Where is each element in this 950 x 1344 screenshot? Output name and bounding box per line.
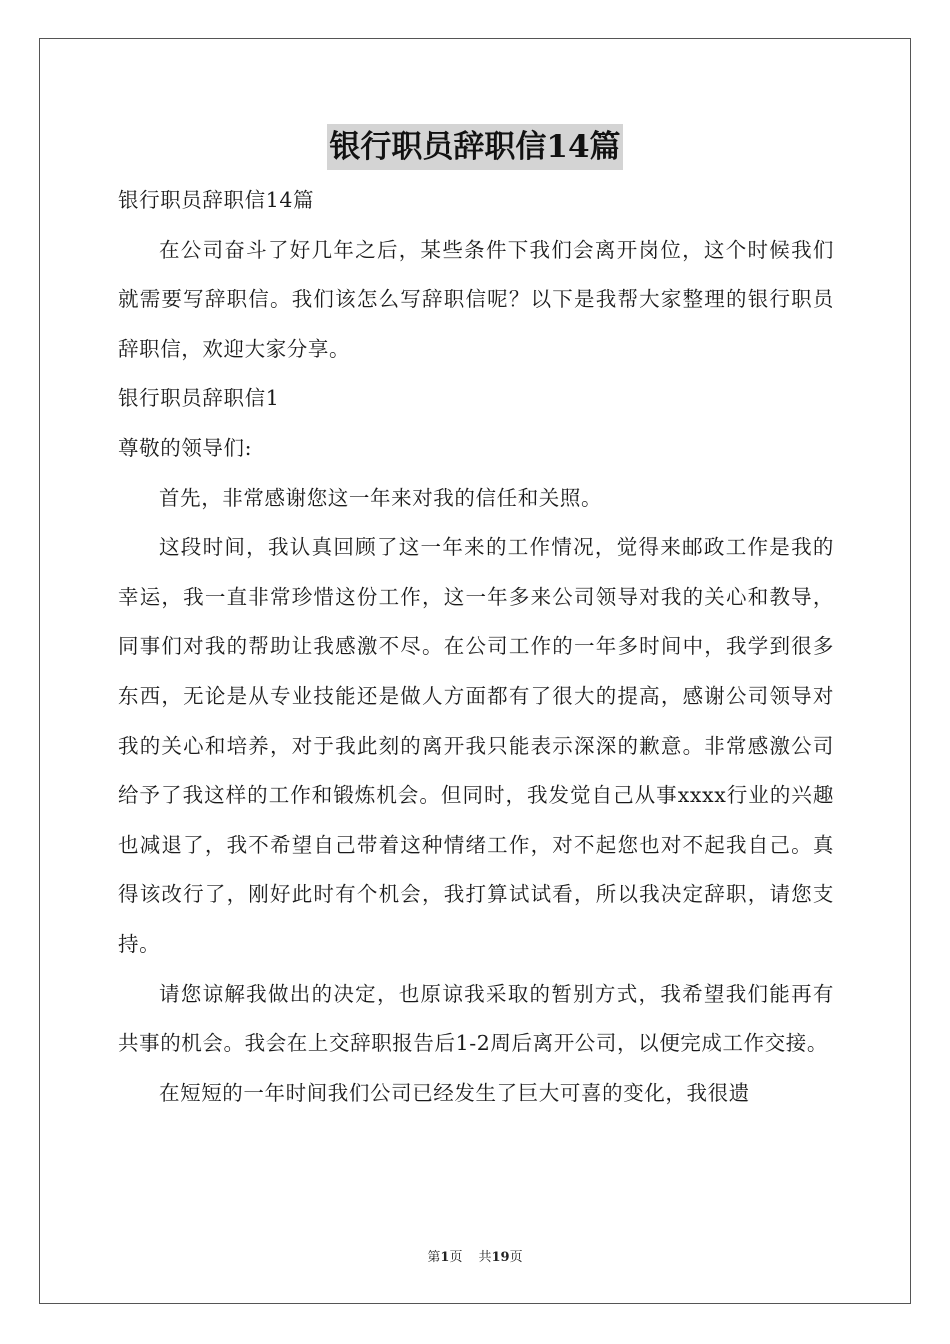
page-total: 19 [491,1250,510,1265]
page-prefix: 第 [427,1250,441,1265]
total-prefix: 共 [478,1250,492,1265]
document-title [0,124,950,172]
total-suffix: 页 [509,1250,523,1265]
paragraph-thanks: 首先，非常感谢您这一年来对我的信任和关照。 [159,485,603,510]
page-suffix: 页 [449,1250,463,1265]
paragraph-subtitle: 银行职员辞职信14篇 [118,188,315,212]
paragraph-closing: 在短短的一年时间我们公司已经发生了巨大可喜的变化，我很遗 [159,1080,750,1105]
page-current: 1 [440,1250,450,1265]
document-body [118,176,834,1118]
paragraph-body: 这段时间，我认真回顾了这一年来的工作情况，觉得来邮政工作是我的幸运，我一直非常珍惜这份工作，这一年多来公司领导对我的关心和教导，同事们对我的帮助让我感激不尽。在公司工作的一年多时间中，我学到很多东西，无论是从专业技能还是做人方面都有了很大的提高，感谢公司领导对我的关心和培养，对于我此刻的离开我只能表示深深的歉意。非常感激公司给予了我这样的工作和锻炼机会。但同时，我发觉自己从事xxxx行业的兴趣也减退了，我不希望自己带着这种情绪工作，对不起您也对不起我自己。真得该改行了，刚好此时有个机会，我打算试试看，所以我决定辞职，请您支持。 [118,535,834,956]
page-footer [0,1246,950,1265]
paragraph-request: 请您谅解我做出的决定，也原谅我采取的暂别方式，我希望我们能再有共事的机会。我会在上交辞职报告后1-2周后离开公司，以便完成工作交接。 [118,981,834,1056]
document-title-text: 银行职员辞职信14篇 [327,124,622,170]
paragraph-intro: 在公司奋斗了好几年之后，某些条件下我们会离开岗位，这个时候我们就需要写辞职信。我们该怎么写辞职信呢？以下是我帮大家整理的银行职员辞职信，欢迎大家分享。 [118,237,834,361]
paragraph-section-heading: 银行职员辞职信1 [118,386,280,411]
paragraph-salutation: 尊敬的领导们: [118,435,253,460]
